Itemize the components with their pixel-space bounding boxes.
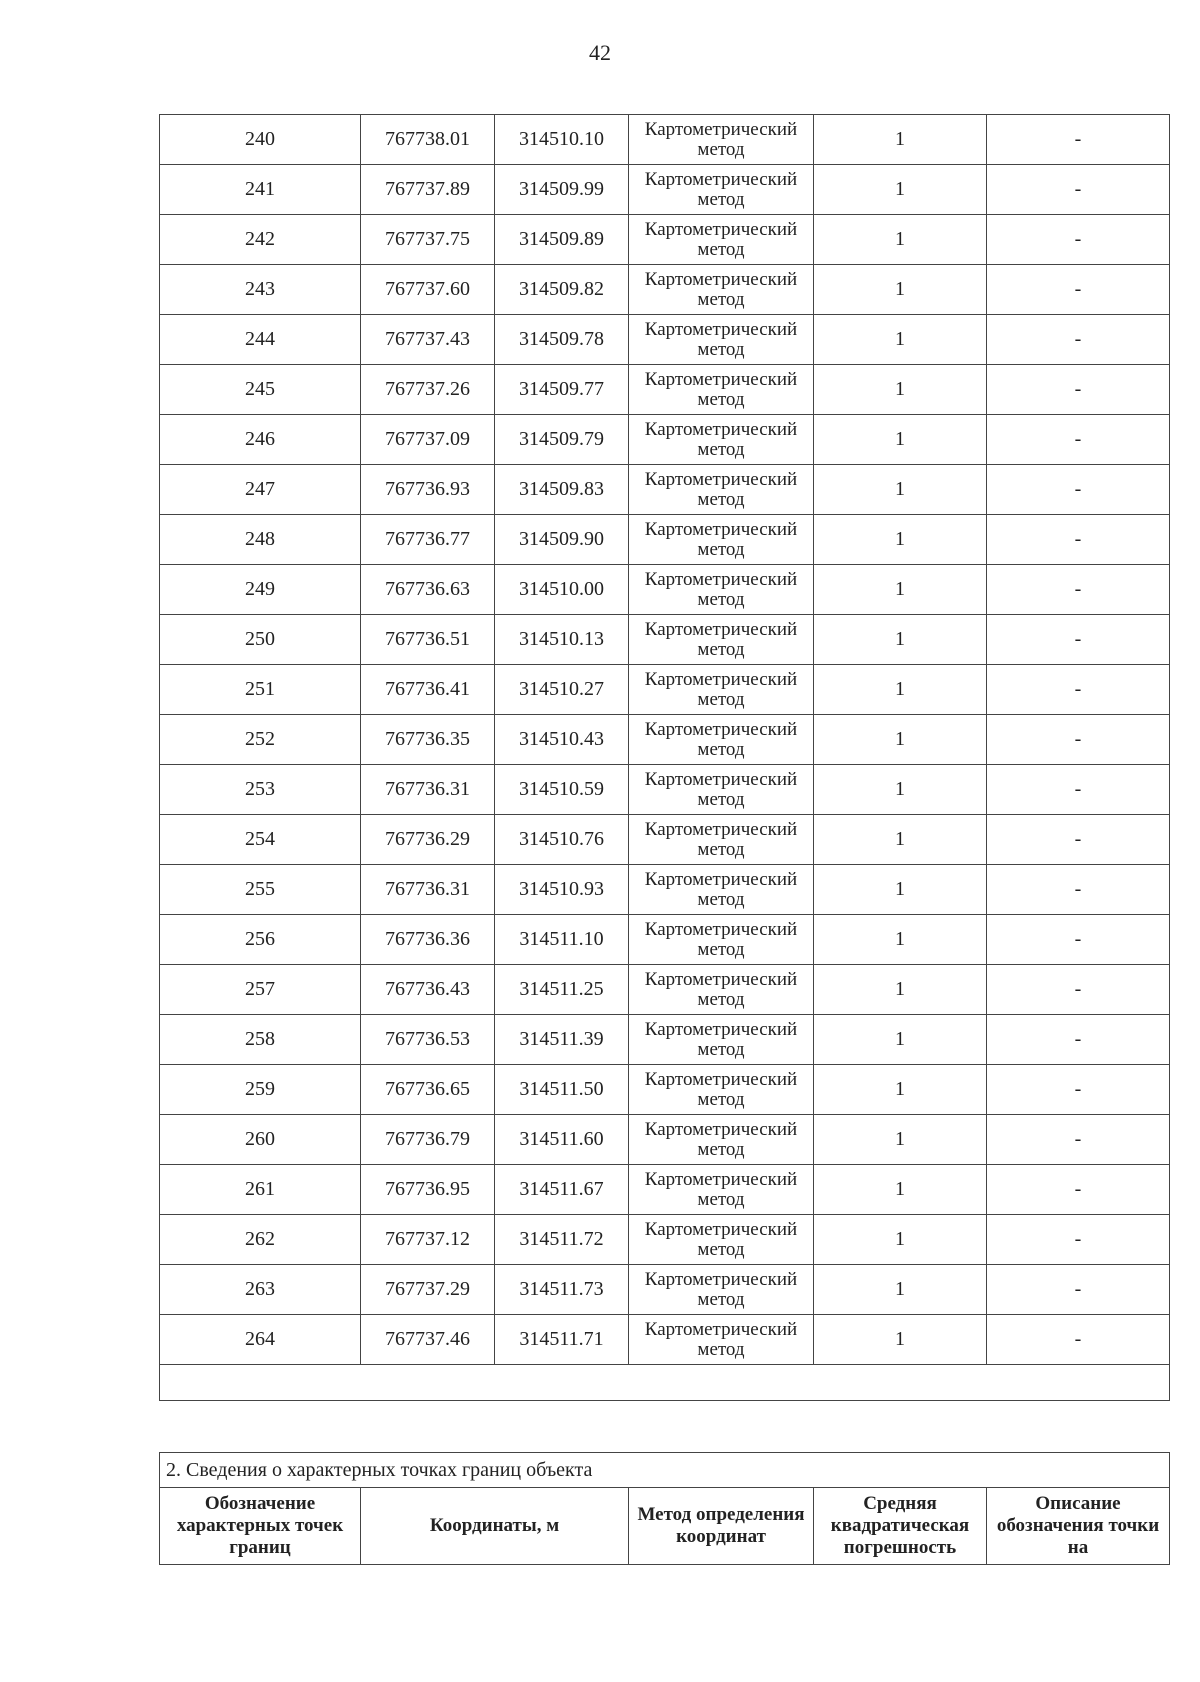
table-row: [160, 915, 1170, 965]
mean-square-error: 1: [814, 415, 987, 465]
coord-y: 314509.99: [495, 165, 629, 215]
header-error: Средняя квадратическая погрешность: [814, 1488, 987, 1565]
table-row: [160, 215, 1170, 265]
mean-square-error: 1: [814, 1315, 987, 1365]
header-method: Метод определения координат: [629, 1488, 814, 1565]
table-row: [160, 615, 1170, 665]
point-number: 264: [160, 1315, 361, 1365]
coord-y: 314510.93: [495, 865, 629, 915]
point-number: 254: [160, 815, 361, 865]
coord-y: 314510.43: [495, 715, 629, 765]
coord-x: 767736.51: [361, 615, 495, 665]
point-description: -: [987, 565, 1170, 615]
coord-x: 767736.29: [361, 815, 495, 865]
mean-square-error: 1: [814, 865, 987, 915]
point-number: 250: [160, 615, 361, 665]
point-description: -: [987, 465, 1170, 515]
coord-x: 767736.31: [361, 765, 495, 815]
point-description: -: [987, 1065, 1170, 1115]
coord-x: 767736.35: [361, 715, 495, 765]
point-description: -: [987, 765, 1170, 815]
method: Картометрический метод: [629, 1165, 814, 1215]
method: Картометрический метод: [629, 815, 814, 865]
mean-square-error: 1: [814, 1065, 987, 1115]
coord-y: 314510.59: [495, 765, 629, 815]
coord-x: 767737.26: [361, 365, 495, 415]
coord-x: 767738.01: [361, 115, 495, 165]
coord-x: 767736.77: [361, 515, 495, 565]
point-number: 261: [160, 1165, 361, 1215]
empty-cell: [160, 1365, 1170, 1401]
point-description: -: [987, 165, 1170, 215]
coord-x: 767736.43: [361, 965, 495, 1015]
table-row: [160, 465, 1170, 515]
table-row: [160, 115, 1170, 165]
coord-x: 767737.60: [361, 265, 495, 315]
method: Картометрический метод: [629, 165, 814, 215]
coord-y: 314511.50: [495, 1065, 629, 1115]
table-row: [160, 1315, 1170, 1365]
method: Картометрический метод: [629, 1065, 814, 1115]
method: Картометрический метод: [629, 1115, 814, 1165]
point-description: -: [987, 1015, 1170, 1065]
mean-square-error: 1: [814, 165, 987, 215]
mean-square-error: 1: [814, 465, 987, 515]
coord-y: 314509.83: [495, 465, 629, 515]
point-description: -: [987, 715, 1170, 765]
point-description: -: [987, 1315, 1170, 1365]
coord-y: 314511.25: [495, 965, 629, 1015]
point-number: 259: [160, 1065, 361, 1115]
mean-square-error: 1: [814, 1215, 987, 1265]
coord-x: 767736.65: [361, 1065, 495, 1115]
point-description: -: [987, 265, 1170, 315]
point-description: -: [987, 615, 1170, 665]
coord-y: 314511.60: [495, 1115, 629, 1165]
mean-square-error: 1: [814, 715, 987, 765]
coord-y: 314510.00: [495, 565, 629, 615]
method: Картометрический метод: [629, 865, 814, 915]
method: Картометрический метод: [629, 415, 814, 465]
mean-square-error: 1: [814, 1115, 987, 1165]
point-description: -: [987, 215, 1170, 265]
point-description: -: [987, 1215, 1170, 1265]
table-row: [160, 165, 1170, 215]
empty-row: [160, 1365, 1170, 1401]
mean-square-error: 1: [814, 765, 987, 815]
method: Картометрический метод: [629, 1315, 814, 1365]
coord-x: 767736.79: [361, 1115, 495, 1165]
point-description: -: [987, 365, 1170, 415]
table-row: [160, 1015, 1170, 1065]
point-number: 243: [160, 265, 361, 315]
point-number: 253: [160, 765, 361, 815]
section2-title: 2. Сведения о характерных точках границ объекта: [160, 1453, 1170, 1488]
table-row: [160, 365, 1170, 415]
table-row: [160, 765, 1170, 815]
coord-x: 767736.53: [361, 1015, 495, 1065]
mean-square-error: 1: [814, 565, 987, 615]
method: Картометрический метод: [629, 965, 814, 1015]
method: Картометрический метод: [629, 315, 814, 365]
section2-header-row: [160, 1488, 1170, 1565]
point-number: 246: [160, 415, 361, 465]
coord-x: 767737.12: [361, 1215, 495, 1265]
coord-y: 314509.78: [495, 315, 629, 365]
coordinates-table: [159, 114, 1170, 1401]
method: Картометрический метод: [629, 115, 814, 165]
method: Картометрический метод: [629, 465, 814, 515]
coord-y: 314511.71: [495, 1315, 629, 1365]
method: Картометрический метод: [629, 1215, 814, 1265]
coord-y: 314509.77: [495, 365, 629, 415]
mean-square-error: 1: [814, 1165, 987, 1215]
method: Картометрический метод: [629, 1015, 814, 1065]
coord-x: 767736.41: [361, 665, 495, 715]
coord-y: 314511.72: [495, 1215, 629, 1265]
coord-y: 314509.89: [495, 215, 629, 265]
point-number: 257: [160, 965, 361, 1015]
mean-square-error: 1: [814, 915, 987, 965]
coord-y: 314510.10: [495, 115, 629, 165]
coord-y: 314510.27: [495, 665, 629, 715]
mean-square-error: 1: [814, 665, 987, 715]
header-description: Описание обозначения точки на: [987, 1488, 1170, 1565]
table-row: [160, 315, 1170, 365]
mean-square-error: 1: [814, 965, 987, 1015]
point-number: 262: [160, 1215, 361, 1265]
point-description: -: [987, 665, 1170, 715]
coord-y: 314510.76: [495, 815, 629, 865]
coord-x: 767736.63: [361, 565, 495, 615]
table-row: [160, 1115, 1170, 1165]
point-number: 241: [160, 165, 361, 215]
mean-square-error: 1: [814, 265, 987, 315]
point-description: -: [987, 315, 1170, 365]
mean-square-error: 1: [814, 1265, 987, 1315]
table-row: [160, 265, 1170, 315]
point-description: -: [987, 515, 1170, 565]
coordinates-table-body: [160, 115, 1170, 1401]
mean-square-error: 1: [814, 515, 987, 565]
table-row: [160, 1065, 1170, 1115]
coord-y: 314511.10: [495, 915, 629, 965]
coord-x: 767737.89: [361, 165, 495, 215]
table-row: [160, 815, 1170, 865]
coord-x: 767737.46: [361, 1315, 495, 1365]
point-number: 249: [160, 565, 361, 615]
table-row: [160, 865, 1170, 915]
coord-x: 767736.95: [361, 1165, 495, 1215]
mean-square-error: 1: [814, 315, 987, 365]
mean-square-error: 1: [814, 815, 987, 865]
method: Картометрический метод: [629, 265, 814, 315]
point-number: 247: [160, 465, 361, 515]
table-row: [160, 665, 1170, 715]
method: Картометрический метод: [629, 615, 814, 665]
point-number: 242: [160, 215, 361, 265]
coord-x: 767737.43: [361, 315, 495, 365]
point-number: 260: [160, 1115, 361, 1165]
point-description: -: [987, 1115, 1170, 1165]
table-row: [160, 1165, 1170, 1215]
point-description: -: [987, 965, 1170, 1015]
point-number: 258: [160, 1015, 361, 1065]
point-number: 263: [160, 1265, 361, 1315]
point-number: 255: [160, 865, 361, 915]
point-number: 248: [160, 515, 361, 565]
point-number: 256: [160, 915, 361, 965]
coord-y: 314510.13: [495, 615, 629, 665]
table-row: [160, 415, 1170, 465]
table-row: [160, 1215, 1170, 1265]
point-description: -: [987, 415, 1170, 465]
header-coordinates: Координаты, м: [361, 1488, 629, 1565]
method: Картометрический метод: [629, 665, 814, 715]
method: Картометрический метод: [629, 565, 814, 615]
method: Картометрический метод: [629, 365, 814, 415]
point-description: -: [987, 865, 1170, 915]
coord-x: 767737.75: [361, 215, 495, 265]
point-description: -: [987, 115, 1170, 165]
coord-y: 314509.90: [495, 515, 629, 565]
point-number: 240: [160, 115, 361, 165]
method: Картометрический метод: [629, 765, 814, 815]
method: Картометрический метод: [629, 715, 814, 765]
coord-y: 314509.82: [495, 265, 629, 315]
coord-y: 314509.79: [495, 415, 629, 465]
point-description: -: [987, 815, 1170, 865]
coord-x: 767736.31: [361, 865, 495, 915]
coord-x: 767737.29: [361, 1265, 495, 1315]
mean-square-error: 1: [814, 215, 987, 265]
table-row: [160, 965, 1170, 1015]
mean-square-error: 1: [814, 615, 987, 665]
method: Картометрический метод: [629, 915, 814, 965]
coord-y: 314511.39: [495, 1015, 629, 1065]
mean-square-error: 1: [814, 365, 987, 415]
table-row: [160, 1265, 1170, 1315]
table-row: [160, 715, 1170, 765]
section2-title-row: [160, 1453, 1170, 1488]
method: Картометрический метод: [629, 215, 814, 265]
method: Картометрический метод: [629, 1265, 814, 1315]
table-row: [160, 515, 1170, 565]
page-number: 42: [589, 40, 611, 65]
section2-table: [159, 1452, 1170, 1565]
mean-square-error: 1: [814, 115, 987, 165]
point-number: 245: [160, 365, 361, 415]
point-number: 252: [160, 715, 361, 765]
method: Картометрический метод: [629, 515, 814, 565]
coord-y: 314511.73: [495, 1265, 629, 1315]
mean-square-error: 1: [814, 1015, 987, 1065]
header-point-designation: Обозначение характерных точек границ: [160, 1488, 361, 1565]
point-description: -: [987, 1265, 1170, 1315]
point-number: 244: [160, 315, 361, 365]
coord-x: 767737.09: [361, 415, 495, 465]
coord-x: 767736.36: [361, 915, 495, 965]
table-row: [160, 565, 1170, 615]
coord-y: 314511.67: [495, 1165, 629, 1215]
point-number: 251: [160, 665, 361, 715]
coord-x: 767736.93: [361, 465, 495, 515]
point-description: -: [987, 915, 1170, 965]
point-description: -: [987, 1165, 1170, 1215]
